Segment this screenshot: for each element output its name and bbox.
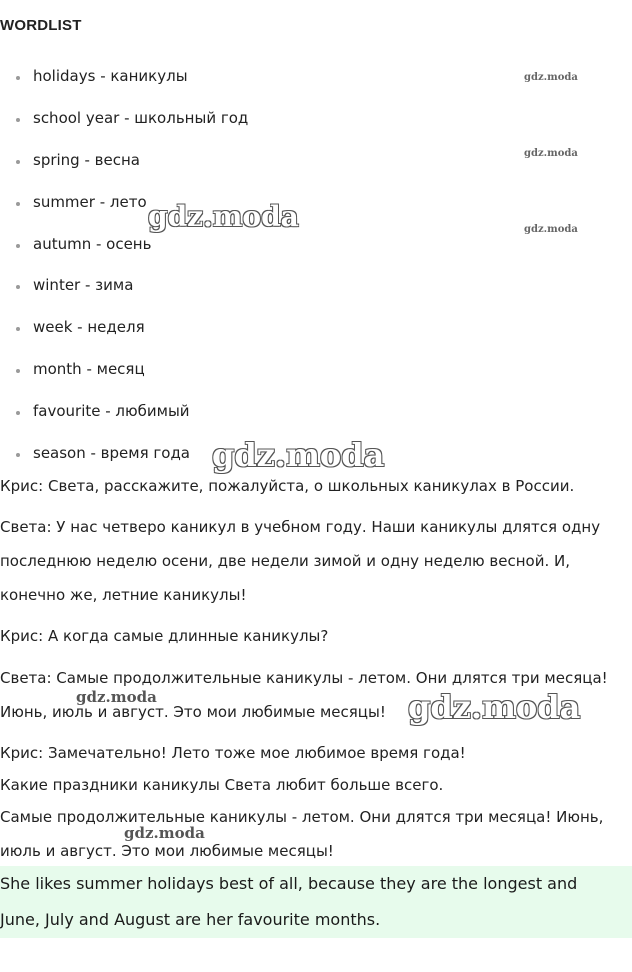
watermark-logo: gdz.moda — [524, 72, 578, 83]
dialogue-line: Света: Самые продолжительные каникулы - летом. Они длятся три месяца! — [0, 669, 608, 687]
dialogue-line: Крис: Замечательно! Лето тоже мое любимое время года! — [0, 744, 466, 762]
watermark-logo: gdz.moda — [408, 688, 581, 726]
answer-line: June, July and August are her favourite months. — [0, 910, 381, 929]
list-item: winter - зима — [33, 276, 134, 294]
list-item: holidays - каникулы — [33, 67, 188, 85]
page-title: WORDLIST — [0, 17, 82, 34]
list-item: week - неделя — [33, 318, 145, 336]
dialogue-line: Света: У нас четверо каникул в учебном году. Наши каникулы длятся одну — [0, 518, 601, 536]
dialogue-line: Какие праздники каникулы Света любит больше всего. — [0, 776, 444, 794]
list-item: favourite - любимый — [33, 402, 190, 420]
dialogue-line: Самые продолжительные каникулы - летом. Они длятся три месяца! Июнь, — [0, 808, 604, 826]
list-item: season - время года — [33, 444, 191, 462]
watermark-logo: gdz.moda — [148, 200, 299, 233]
watermark-logo: gdz.moda — [76, 688, 157, 706]
dialogue-line: июль и август. Это мои любимые месяцы! — [0, 842, 334, 860]
dialogue-line: последнюю неделю осени, две недели зимой и одну неделю весной. И, — [0, 552, 570, 570]
list-item: summer - лето — [33, 193, 147, 211]
list-item: spring - весна — [33, 151, 140, 169]
dialogue-line: Крис: А когда самые длинные каникулы? — [0, 627, 329, 645]
list-item: autumn - осень — [33, 235, 152, 253]
watermark-logo: gdz.moda — [524, 224, 578, 235]
list-item: school year - школьный год — [33, 109, 249, 127]
dialogue-line: Крис: Света, расскажите, пожалуйста, о школьных каникулах в России. — [0, 477, 575, 495]
dialogue-line: конечно же, летние каникулы! — [0, 586, 247, 604]
dialogue-line: Июнь, июль и август. Это мои любимые месяцы! — [0, 703, 386, 721]
answer-line: She likes summer holidays best of all, because they are the longest and — [0, 874, 578, 893]
list-item: month - месяц — [33, 360, 145, 378]
watermark-logo: gdz.moda — [524, 148, 578, 159]
watermark-logo: gdz.moda — [212, 436, 385, 474]
watermark-logo: gdz.moda — [124, 824, 205, 842]
